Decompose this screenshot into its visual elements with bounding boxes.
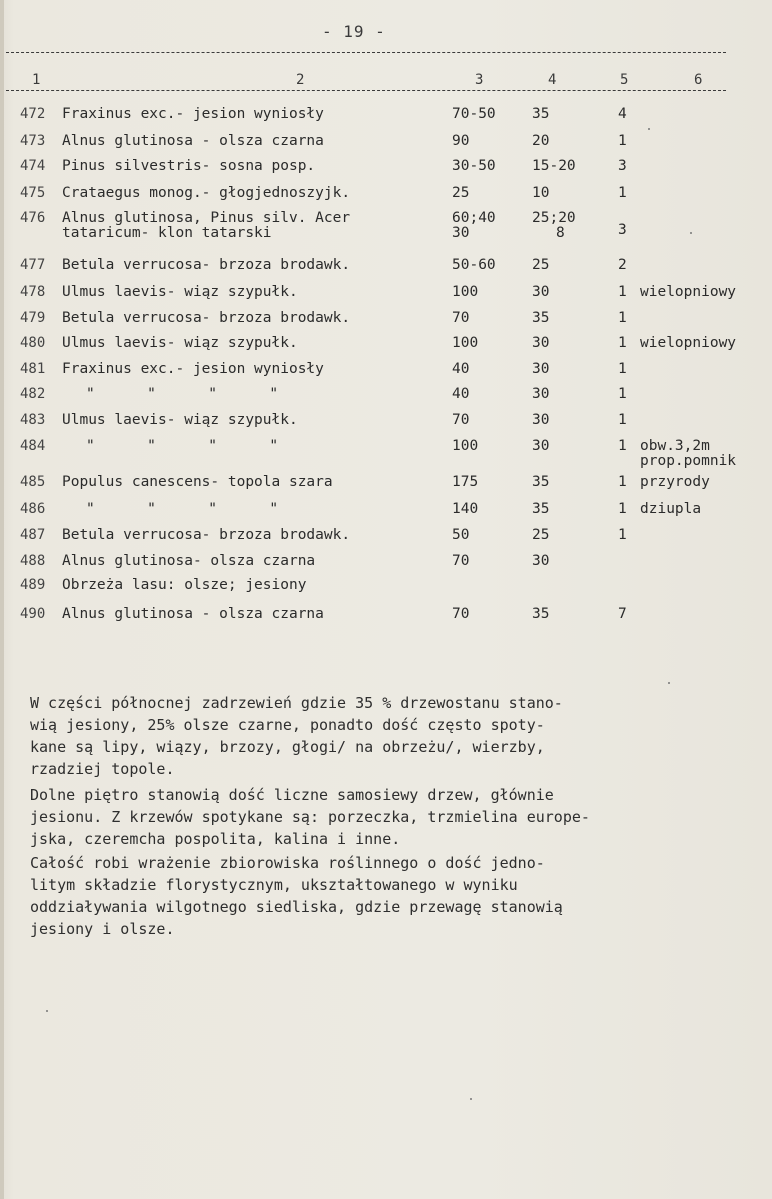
row-number: 474: [20, 158, 46, 174]
row-number: 487: [20, 527, 46, 543]
col4-value: 25;20: [532, 210, 576, 226]
col4-value: 35: [532, 474, 550, 490]
col3-value: 50: [452, 527, 470, 543]
col4-value: 35: [532, 501, 550, 517]
table-row: [0, 211, 772, 247]
col5-value: 1: [618, 438, 627, 454]
species-name: Betula verrucosa- brzoza brodawk.: [62, 257, 351, 273]
col3-value: 70: [452, 412, 470, 428]
col3-value: 40: [452, 386, 470, 402]
col4-value: 30: [532, 386, 550, 402]
col6-note: przyrody: [640, 474, 710, 490]
col5-value: 1: [618, 133, 627, 149]
page-number: - 19 -: [322, 22, 386, 41]
col3-value: 100: [452, 438, 479, 454]
table-row: [0, 577, 772, 599]
col3-value: 100: [452, 284, 479, 300]
species-name: Crataegus monog.- głogjednoszyjk.: [62, 185, 351, 201]
table-row: [0, 257, 772, 279]
col6-note: wielopniowy: [640, 335, 737, 351]
col3-value: 140: [452, 501, 479, 517]
col3-value-second: 30: [452, 225, 470, 241]
col5-value: 1: [618, 527, 627, 543]
stray-mark: [668, 682, 670, 684]
col4-value: 30: [532, 361, 550, 377]
col3-value: 30-50: [452, 158, 496, 174]
table-row: [0, 284, 772, 306]
row-number: 481: [20, 361, 46, 377]
col5-value: 2: [618, 257, 627, 273]
table-header-rule: [6, 90, 726, 91]
col4-value: 20: [532, 133, 550, 149]
ditto-marks: " " " ": [86, 438, 279, 454]
row-number: 482: [20, 386, 46, 402]
col3-value: 70: [452, 606, 470, 622]
ditto-marks: " " " ": [86, 501, 279, 517]
row-number: 489: [20, 577, 46, 593]
table-row: [0, 106, 772, 128]
table-row: [0, 133, 772, 155]
col5-value: 1: [618, 310, 627, 326]
col5-value: 1: [618, 284, 627, 300]
row-number: 486: [20, 501, 46, 517]
ditto-marks: " " " ": [86, 386, 279, 402]
col4-value-second: 8: [556, 225, 565, 241]
col4-value: 25: [532, 257, 550, 273]
stray-mark: [46, 1010, 48, 1012]
col6-note: obw.3,2m: [640, 438, 710, 454]
row-number: 488: [20, 553, 46, 569]
col6-note: dziupla: [640, 501, 702, 517]
row-number: 485: [20, 474, 46, 490]
col5-value: 1: [618, 501, 627, 517]
row-number: 483: [20, 412, 46, 428]
col3-value: 25: [452, 185, 470, 201]
table-row: [0, 527, 772, 549]
species-name: Populus canescens- topola szara: [62, 474, 333, 490]
col3-value: 50-60: [452, 257, 496, 273]
row-number: 472: [20, 106, 46, 122]
col5-value: 1: [618, 335, 627, 351]
table-row: [0, 185, 772, 207]
table-row: [0, 501, 772, 523]
table-row: [0, 553, 772, 575]
col4-value: 15-20: [532, 158, 576, 174]
species-name-continued: tataricum- klon tatarski: [62, 225, 272, 241]
species-name: Betula verrucosa- brzoza brodawk.: [62, 527, 351, 543]
row-number: 484: [20, 438, 46, 454]
table-row: [0, 361, 772, 383]
species-name: Alnus glutinosa- olsza czarna: [62, 553, 316, 569]
col3-value: 70: [452, 310, 470, 326]
col4-value: 10: [532, 185, 550, 201]
col4-value: 35: [532, 310, 550, 326]
row-number: 476: [20, 210, 46, 226]
col5-value: 1: [618, 361, 627, 377]
paragraph-stand-composition: W części północnej zadrzewień gdzie 35 % drzewostanu stano- wią jesiony, 25% olsze czarne, ponadto dość często spoty- kane są lipy, wiązy, brzozy, głogi/ na obrzeżu/, wierzby, rzadziej topole.: [30, 694, 563, 778]
col3-value: 90: [452, 133, 470, 149]
column-header-2: 2: [296, 72, 305, 88]
col3-value: 175: [452, 474, 479, 490]
species-name: Fraxinus exc.- jesion wyniosły: [62, 361, 324, 377]
column-header-6: 6: [694, 72, 703, 88]
col5-value: 1: [618, 474, 627, 490]
species-name: Obrzeża lasu: olsze; jesiony: [62, 577, 307, 593]
col3-value: 70: [452, 553, 470, 569]
species-name: Alnus glutinosa - olsza czarna: [62, 606, 324, 622]
col4-value: 35: [532, 106, 550, 122]
row-number: 473: [20, 133, 46, 149]
table-row: [0, 386, 772, 408]
species-name: Ulmus laevis- wiąz szypułk.: [62, 284, 298, 300]
row-number: 478: [20, 284, 46, 300]
col5-value: 4: [618, 106, 627, 122]
row-number: 475: [20, 185, 46, 201]
species-name: Fraxinus exc.- jesion wyniosły: [62, 106, 324, 122]
species-name: Alnus glutinosa, Pinus silv. Acer: [62, 210, 351, 226]
col3-value: 60;40: [452, 210, 496, 226]
col5-value: 3: [618, 222, 627, 238]
col6-note-second: prop.pomnik: [640, 453, 737, 469]
paragraph-lower-layer: Dolne piętro stanowią dość liczne samosiewy drzew, głównie jesionu. Z krzewów spotykane są: porzeczka, trzmielina europe- jska, czeremcha pospolita, kalina i inne.: [30, 786, 590, 848]
col5-value: 1: [618, 185, 627, 201]
col3-value: 100: [452, 335, 479, 351]
species-name: Alnus glutinosa - olsza czarna: [62, 133, 324, 149]
col5-value: 7: [618, 606, 627, 622]
species-name: Ulmus laevis- wiąz szypułk.: [62, 412, 298, 428]
column-header-4: 4: [548, 72, 557, 88]
col6-note: wielopniowy: [640, 284, 737, 300]
table-row: [0, 438, 772, 472]
col5-value: 1: [618, 412, 627, 428]
table-row: [0, 606, 772, 628]
col5-value: 1: [618, 386, 627, 402]
stray-mark: [470, 1098, 472, 1100]
stray-mark: [690, 232, 692, 234]
table-top-rule: [6, 52, 726, 53]
table-row: [0, 310, 772, 332]
row-number: 479: [20, 310, 46, 326]
column-header-5: 5: [620, 72, 629, 88]
col3-value: 40: [452, 361, 470, 377]
table-row: [0, 412, 772, 434]
species-name: Betula verrucosa- brzoza brodawk.: [62, 310, 351, 326]
col3-value: 70-50: [452, 106, 496, 122]
row-number: 477: [20, 257, 46, 273]
species-name: Ulmus laevis- wiąz szypułk.: [62, 335, 298, 351]
species-name: Pinus silvestris- sosna posp.: [62, 158, 316, 174]
paragraph-summary: Całość robi wrażenie zbiorowiska roślinnego o dość jedno- litym składzie florystycznym, ukształtowanego w wyniku oddziaływania wilgotnego siedliska, gdzie przewagę stanowią jesiony i olsze.: [30, 854, 563, 938]
col5-value: 3: [618, 158, 627, 174]
col4-value: 30: [532, 284, 550, 300]
col4-value: 30: [532, 412, 550, 428]
col4-value: 35: [532, 606, 550, 622]
table-row: [0, 158, 772, 180]
col4-value: 30: [532, 553, 550, 569]
col4-value: 30: [532, 438, 550, 454]
col4-value: 30: [532, 335, 550, 351]
column-header-1: 1: [32, 72, 41, 88]
row-number: 480: [20, 335, 46, 351]
table-row: [0, 335, 772, 357]
table-row: [0, 474, 772, 496]
column-header-3: 3: [475, 72, 484, 88]
row-number: 490: [20, 606, 46, 622]
stray-mark: [648, 128, 650, 130]
col4-value: 25: [532, 527, 550, 543]
